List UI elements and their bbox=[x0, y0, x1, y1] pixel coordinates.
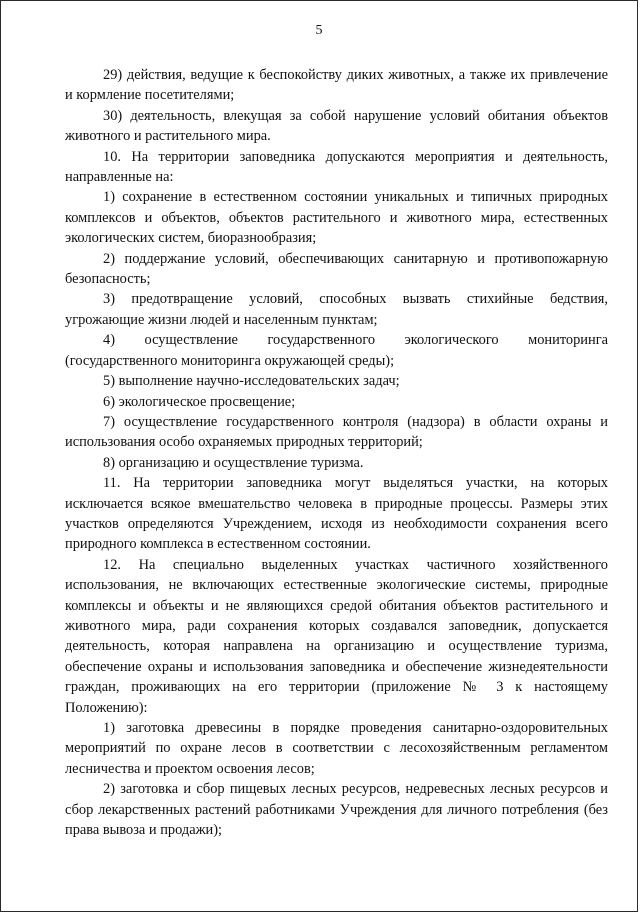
document-body bbox=[65, 65, 608, 840]
paragraph-clause-10: 10. На территории заповедника допускаются мероприятия и деятельность, направленные на: bbox=[65, 148, 608, 186]
paragraph-item-30: 30) деятельность, влекущая за собой нарушение условий обитания объектов животного и растительного мира. bbox=[65, 107, 608, 145]
paragraph-clause-10-item-1: 1) сохранение в естественном состоянии уникальных и типичных природных комплексов и объектов, объектов растительного и животного мира, естественных экологических систем, биоразнообразия; bbox=[65, 189, 608, 247]
paragraph-clause-10-item-4: 4) осуществление государственного экологического мониторинга (государственного мониторинга окружающей среды); bbox=[65, 332, 608, 369]
paragraph-clause-12-item-1: 1) заготовка древесины в порядке проведения санитарно-оздоровительных мероприятий по охране лесов в соответствии с лесохозяйственным регламентом лесничества и проектом освоения лесов; bbox=[65, 720, 608, 777]
paragraph-clause-12: 12. На специально выделенных участках частичного хозяйственного использования, не включающих естественные экологические системы, природные комплексы и объекты и не являющихся средой обитания объектов растительного и животного мира, ради сохранения которых создавался заповедник, допускается деятельность, которая направлена на организацию и осуществление туризма, обеспечение охраны и использования заповедника и обеспечение жизнедеятельности граждан, проживающих на его территории (приложение № 3 к настоящему Положению): bbox=[65, 556, 608, 716]
paragraph-clause-10-item-7: 7) осуществление государственного контроля (надзора) в области охраны и использования особо охраняемых природных территорий; bbox=[65, 413, 608, 451]
paragraph-clause-10-item-5: 5) выполнение научно-исследовательских задач; bbox=[103, 373, 400, 390]
paragraph-clause-10-item-3: 3) предотвращение условий, способных вызвать стихийные бедствия, угрожающие жизни людей и населенным пунктам; bbox=[65, 291, 608, 328]
page-number: 5 bbox=[315, 23, 323, 38]
paragraph-item-29: 29) действия, ведущие к беспокойству диких животных, а также их привлечение и кормление посетителями; bbox=[65, 67, 608, 104]
paragraph-clause-10-item-6: 6) экологическое просвещение; bbox=[103, 393, 296, 410]
paragraph-clause-11: 11. На территории заповедника могут выделяться участки, на которых исключается всякое вмешательство человека в природные процессы. Размеры этих участков определяются Учреждением, исходя из необходимости сохранения всего природного комплекса в естественном состоянии. bbox=[65, 475, 608, 553]
paragraph-clause-10-item-2: 2) поддержание условий, обеспечивающих санитарную и противопожарную безопасность; bbox=[65, 250, 608, 288]
paragraph-clause-10-item-8: 8) организацию и осуществление туризма. bbox=[103, 454, 364, 471]
paragraph-clause-12-item-2: 2) заготовка и сбор пищевых лесных ресурсов, недревесных лесных ресурсов и сбор лекарственных растений работниками Учреждения для личного потребления (без права вывоза и продажи); bbox=[65, 781, 608, 839]
